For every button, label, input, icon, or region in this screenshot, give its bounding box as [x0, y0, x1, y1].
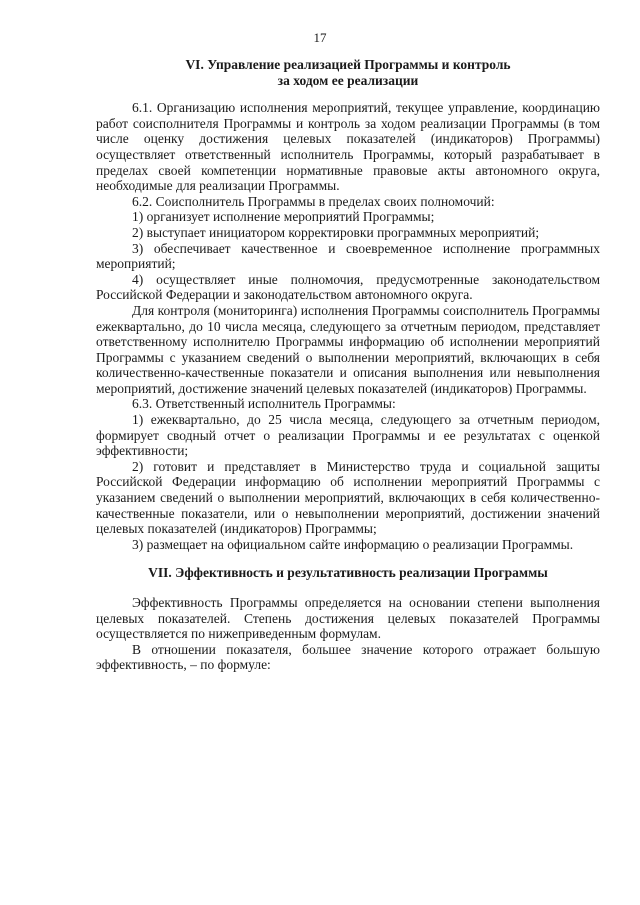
section-6-heading-line-1: VI. Управление реализацией Программы и контроль: [185, 57, 511, 72]
list-item-6-3-2: 2) готовит и представляет в Министерство труда и социальной защиты Российской Федерации информацию об исполнении мероприятий Программы с указанием сведений о выполнении мероприятий, включающих в себя количественно-качественные показатели, или о невыполнении мероприятий, достижении значений целевых показателей (индикаторов) Программы;: [96, 458, 600, 537]
section-7-heading: VII. Эффективность и результативность реализации Программы: [148, 565, 548, 581]
list-item-6-2-3: 3) обеспечивает качественное и своевременное исполнение программных мероприятий;: [96, 240, 600, 272]
list-item-6-3-3: 3) размещает на официальном сайте информацию о реализации Программы.: [132, 536, 574, 552]
list-item-6-2-1: 1) организует исполнение мероприятий Программы;: [132, 209, 435, 225]
list-item-6-2-2: 2) выступает инициатором корректировки программных мероприятий;: [132, 224, 540, 240]
paragraph-7-1: Эффективность Программы определяется на основании степени выполнения целевых показателей. Степень достижения целевых показателей Программы осуществляется по нижеприведенным формулам.: [96, 595, 600, 642]
page-content: [96, 57, 600, 673]
paragraph-7-2: В отношении показателя, большее значение которого отражает большую эффективность, – по формуле:: [96, 641, 600, 673]
paragraph-6-2: 6.2. Соисполнитель Программы в пределах своих полномочий:: [132, 193, 495, 209]
paragraph-6-3: 6.3. Ответственный исполнитель Программы:: [132, 396, 396, 412]
paragraph-6-1: 6.1. Организацию исполнения мероприятий, текущее управление, координацию работ соисполнителя Программы и контроль за ходом реализации Программы (в том числе оценку достижения целевых показателей (индикаторов) Программы) осуществляет ответственный исполнитель Программы, который разрабатывает в пределах своей компетенции нормативные правовые акты автономного округа, необходимые для реализации Программы.: [96, 100, 600, 194]
section-6-heading: [96, 57, 600, 88]
list-item-6-2-4: 4) осуществляет иные полномочия, предусмотренные законодательством Российской Федерации и законодательством автономного округа.: [96, 271, 600, 303]
section-6-heading-line-2: за ходом ее реализации: [277, 72, 419, 88]
page-number: 17: [313, 30, 327, 45]
paragraph-monitoring: Для контроля (мониторинга) исполнения Программы соисполнитель Программы ежеквартально, до 10 числа месяца, следующего за отчетным периодом, представляет ответственному исполнителю Программы информацию об исполнении мероприятий Программы с указанием сведений о выполнении мероприятий, включающих в себя количественно-качественные показатели и описания выполнения или невыполнения мероприятий, достижение значений целевых показателей (индикаторов) Программы.: [96, 302, 600, 396]
list-item-6-3-1: 1) ежеквартально, до 25 числа месяца, следующего за отчетным периодом, формирует сводный отчет о реализации Программы и ее результатах с оценкой эффективности;: [96, 412, 600, 459]
